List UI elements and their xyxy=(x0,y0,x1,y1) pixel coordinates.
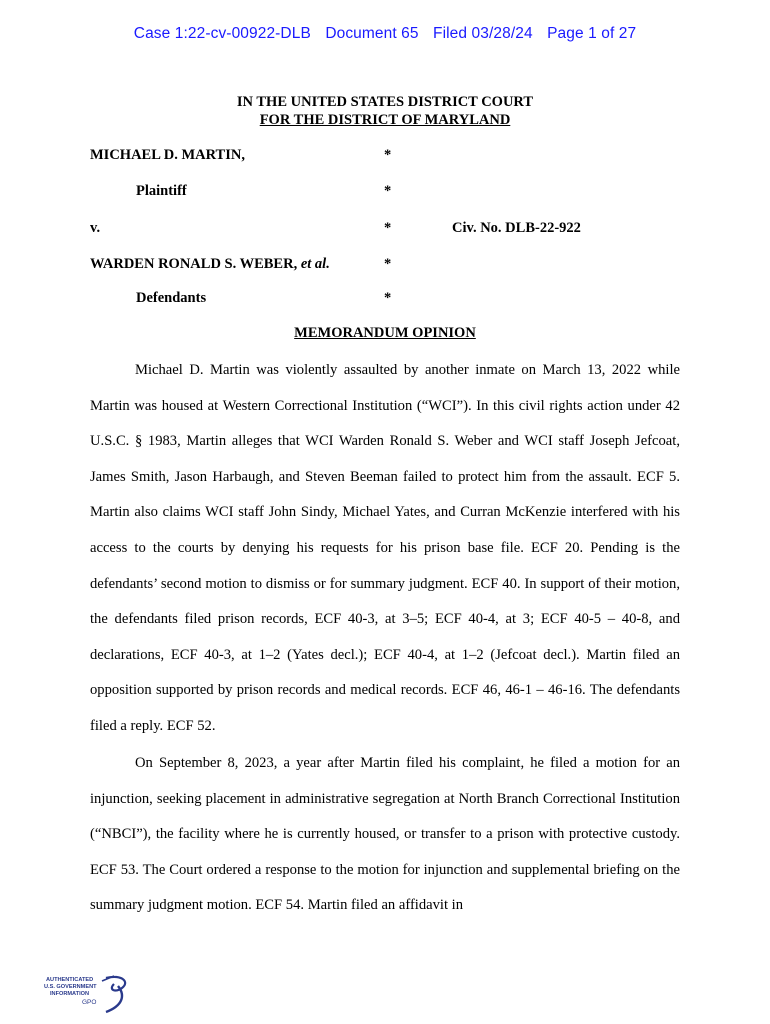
caption-star: * xyxy=(384,183,392,199)
defendant-name xyxy=(90,256,330,273)
caption-star: * xyxy=(384,220,392,236)
seal-line-1: AUTHENTICATED xyxy=(46,977,94,983)
caption-star: * xyxy=(384,256,392,272)
gpo-authentication-seal-icon xyxy=(44,972,130,1016)
paragraph-text: Michael D. Martin was violently assaulted by another inmate on March 13, 2022 while Martin was housed at Western Correctional Institution (“WCI”). In this civil rights action under 42 U.S.C. § 1983, Martin alleges that WCI Warden Ronald S. Weber and WCI staff Joseph Jefcoat, James Smith, Jason Harbaugh, and Steven Beeman failed to protect him from the assault. ECF 5. Martin also claims WCI staff John Sindy, Michael Yates, and Curran McKenzie interfered with his access to the courts by denying his requests for his prison base file. ECF 20. Pending is the defendants’ second motion to dismiss or for summary judgment. ECF 40. In support of their motion, the defendants filed prison records, ECF 40-3, at 3–5; ECF 40-4, at 3; ECF 40-5 – 40-8, and declarations, ECF 40-3, at 1–2 (Yates decl.); ECF 40-4, at 1–2 (Jefcoat decl.). Martin filed an opposition supported by prison records and medical records. ECF 46, 46-1 – 46-16. The defendants filed a reply. ECF 52. xyxy=(90,362,680,734)
document-title: MEMORANDUM OPINION xyxy=(294,325,476,341)
paragraph-text: On September 8, 2023, a year after Martin filed his complaint, he filed a motion for an injunction, seeking placement in administrative segregation at North Branch Correctional Institution (“NBCI”), the facility where he is currently housed, or transfer to a prison with protective custody. ECF 53. The Court ordered a response to the motion for injunction and supplemental briefing on the summary judgment motion. ECF 54. Martin filed an affidavit in xyxy=(90,755,680,914)
body-paragraph-1 xyxy=(90,353,680,745)
filed-date: Filed 03/28/24 xyxy=(433,25,533,42)
filing-header-stamp xyxy=(0,25,770,43)
defendant-name-text: WARDEN RONALD S. WEBER, xyxy=(90,256,298,272)
document-number: Document 65 xyxy=(325,25,419,42)
page-indicator: Page 1 of 27 xyxy=(547,25,637,42)
case-number: Case 1:22-cv-00922-DLB xyxy=(133,25,311,42)
court-district: FOR THE DISTRICT OF MARYLAND xyxy=(259,112,511,128)
body-paragraph-2 xyxy=(90,746,680,924)
caption-star: * xyxy=(384,290,392,306)
seal-line-3: INFORMATION xyxy=(50,991,90,997)
civil-case-number: Civ. No. DLB-22-922 xyxy=(452,220,581,236)
defendant-role: Defendants xyxy=(136,290,207,306)
seal-line-2: U.S. GOVERNMENT xyxy=(44,984,97,990)
defendant-et-al: et al. xyxy=(300,256,330,272)
caption-star: * xyxy=(384,147,392,163)
court-name: IN THE UNITED STATES DISTRICT COURT xyxy=(236,94,534,110)
seal-line-4: GPO xyxy=(82,999,97,1006)
versus: v. xyxy=(90,220,101,236)
plaintiff-name: MICHAEL D. MARTIN, xyxy=(90,147,245,163)
plaintiff-role: Plaintiff xyxy=(136,183,187,199)
